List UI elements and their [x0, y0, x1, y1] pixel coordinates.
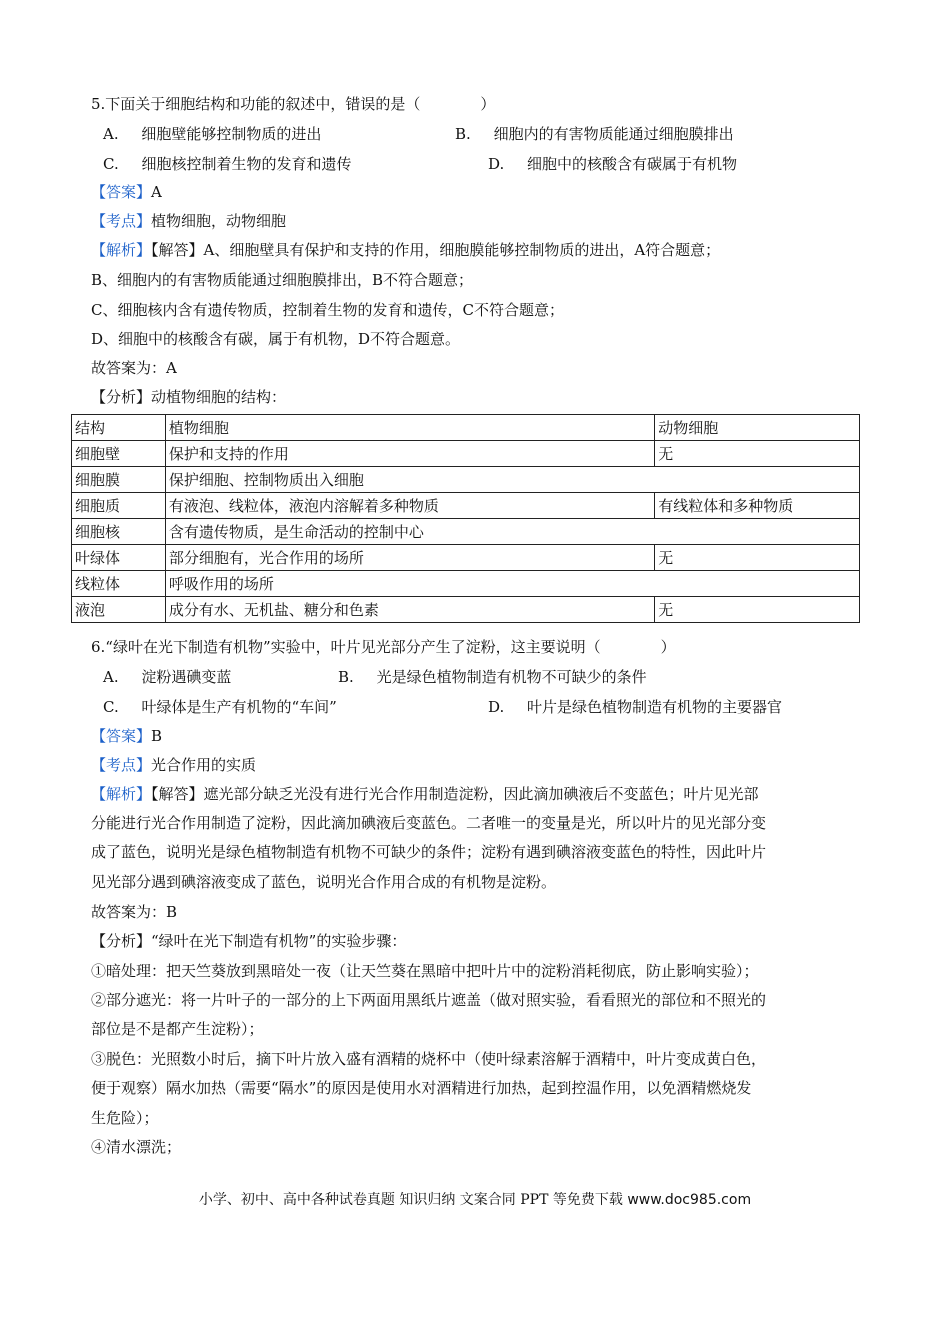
q5-option-b	[455, 124, 734, 144]
q6-fenxi-line-7: 生危险）；	[91, 1109, 159, 1127]
table-cell: 细胞核	[72, 519, 166, 545]
analysis-tag: 【解析】	[91, 241, 152, 259]
answer-value: A	[151, 183, 162, 201]
table-cell: 保护和支持的作用	[165, 441, 654, 467]
option-text: 细胞内的有害物质能通过细胞膜排出	[493, 125, 734, 143]
option-letter: C.	[103, 155, 119, 173]
q6-option-d	[488, 697, 782, 717]
q5-analysis-line-3: C、细胞核内含有遗传物质，控制着生物的发育和遗传，C不符合题意；	[91, 301, 564, 319]
table-cell: 细胞膜	[72, 467, 166, 493]
q6-fenxi-line-1: 【分析】“绿叶在光下制造有机物”的实验步骤：	[91, 932, 407, 950]
option-text: 光是绿色植物制造有机物不可缺少的条件	[376, 668, 647, 686]
q6-fenxi-line-8: ④清水漂洗；	[91, 1138, 182, 1156]
table-cell: 成分有水、无机盐、糖分和色素	[165, 597, 654, 623]
q6-conclusion: 故答案为：B	[91, 903, 178, 921]
q6-analysis-line-4: 见光部分遇到碘溶液变成了蓝色，说明光合作用合成的有机物是淀粉。	[91, 873, 557, 891]
q5-option-d	[488, 154, 737, 174]
table-row	[72, 441, 860, 467]
answer-tag: 【答案】	[91, 183, 152, 201]
table-cell: 有线粒体和多种物质	[655, 493, 860, 519]
analysis-text: 【解答】A、细胞壁具有保护和支持的作用，细胞膜能够控制物质的进出，A符合题意；	[151, 241, 721, 259]
analysis-tag: 【解析】	[91, 785, 152, 803]
table-cell: 部分细胞有，光合作用的场所	[165, 545, 654, 571]
option-text: 叶片是绿色植物制造有机物的主要器官	[527, 698, 783, 716]
q5-analysis-line-2: B、细胞内的有害物质能通过细胞膜排出，B不符合题意；	[91, 271, 474, 289]
answer-tag: 【答案】	[91, 727, 152, 745]
q6-fenxi-line-3: ②部分遮光：将一片叶子的一部分的上下两面用黑纸片遮盖（做对照实验，看看照光的部位和不照光的	[91, 991, 767, 1009]
option-text: 细胞核控制着生物的发育和遗传	[141, 155, 352, 173]
page-footer	[0, 1190, 950, 1210]
q5-option-a	[103, 124, 321, 144]
option-text: 细胞壁能够控制物质的进出	[141, 125, 322, 143]
q5-stem: 5.下面关于细胞结构和功能的叙述中，错误的是（ ）	[91, 95, 496, 113]
table-row	[72, 467, 860, 493]
table-cell: 线粒体	[72, 571, 166, 597]
q6-point	[91, 755, 256, 775]
option-text: 叶绿体是生产有机物的“车间”	[141, 698, 337, 716]
table-cell: 保护细胞、控制物质出入细胞	[165, 467, 859, 493]
footer-site-link[interactable]: www.doc985.com	[627, 1192, 752, 1208]
option-letter: D.	[488, 698, 505, 716]
analysis-text: 【解答】遮光部分缺乏光没有进行光合作用制造淀粉，因此滴加碘液后不变蓝色；叶片见光部	[151, 785, 759, 803]
q5-fenxi: 【分析】动植物细胞的结构：	[91, 388, 287, 406]
q6-fenxi-line-4: 部位是不是都产生淀粉）；	[91, 1020, 264, 1038]
q5-answer	[91, 182, 162, 202]
table-header-cell: 植物细胞	[165, 415, 654, 441]
table-row	[72, 571, 860, 597]
answer-value: B	[151, 727, 163, 745]
footer-text: 小学、初中、高中各种试卷真题 知识归纳 文案合同 PPT 等免费下载	[198, 1192, 628, 1208]
q6-answer	[91, 726, 162, 746]
q5-analysis-line-1	[91, 240, 720, 260]
cell-structure-table	[71, 414, 860, 623]
q6-analysis-line-3: 成了蓝色，说明光是绿色植物制造有机物不可缺少的条件；淀粉有遇到碘溶液变蓝色的特性，因此叶片	[91, 843, 767, 861]
table-cell: 含有遗传物质，是生命活动的控制中心	[165, 519, 859, 545]
table-cell: 液泡	[72, 597, 166, 623]
table-row	[72, 519, 860, 545]
point-tag: 【考点】	[91, 212, 152, 230]
option-letter: C.	[103, 698, 119, 716]
point-tag: 【考点】	[91, 756, 152, 774]
table-cell: 细胞壁	[72, 441, 166, 467]
q5-option-c	[103, 154, 352, 174]
q5-conclusion: 故答案为：A	[91, 359, 177, 377]
option-letter: B.	[338, 668, 354, 686]
q6-option-b	[338, 667, 647, 687]
q6-fenxi-line-5: ③脱色：光照数小时后，摘下叶片放入盛有酒精的烧杯中（使叶绿素溶解于酒精中，叶片变成黄白色，	[91, 1050, 767, 1068]
option-text: 淀粉遇碘变蓝	[141, 668, 232, 686]
option-letter: B.	[455, 125, 471, 143]
table-header-cell: 结构	[72, 415, 166, 441]
q6-analysis-line-1	[91, 784, 759, 804]
table-header-row	[72, 415, 860, 441]
table-row	[72, 545, 860, 571]
table-header-cell: 动物细胞	[655, 415, 860, 441]
table-row	[72, 493, 860, 519]
q6-stem: 6.“绿叶在光下制造有机物”实验中，叶片见光部分产生了淀粉，这主要说明（ ）	[91, 638, 676, 656]
option-letter: A.	[103, 668, 119, 686]
option-letter: D.	[488, 155, 505, 173]
table-cell: 细胞质	[72, 493, 166, 519]
q5-point	[91, 211, 286, 231]
q6-fenxi-line-2: ①暗处理：把天竺葵放到黑暗处一夜（让天竺葵在黑暗中把叶片中的淀粉消耗彻底，防止影响实验）；	[91, 962, 759, 980]
table-cell: 有液泡、线粒体，液泡内溶解着多种物质	[165, 493, 654, 519]
table-cell: 无	[655, 545, 860, 571]
q6-fenxi-line-6: 便于观察）隔水加热（需要“隔水”的原因是使用水对酒精进行加热，起到控温作用，以免酒精燃烧发	[91, 1079, 752, 1097]
q5-analysis-line-4: D、细胞中的核酸含有碳，属于有机物，D不符合题意。	[91, 330, 461, 348]
table-cell: 呼吸作用的场所	[165, 571, 859, 597]
q6-option-c	[103, 697, 337, 717]
table-row	[72, 597, 860, 623]
table-cell: 叶绿体	[72, 545, 166, 571]
option-text: 细胞中的核酸含有碳属于有机物	[527, 155, 738, 173]
point-value: 光合作用的实质	[151, 756, 257, 774]
table-cell: 无	[655, 597, 860, 623]
q6-analysis-line-2: 分能进行光合作用制造了淀粉，因此滴加碘液后变蓝色。二者唯一的变量是光，所以叶片的见光部分变	[91, 814, 767, 832]
q6-option-a	[103, 667, 231, 687]
point-value: 植物细胞，动物细胞	[151, 212, 287, 230]
option-letter: A.	[103, 125, 119, 143]
table-cell: 无	[655, 441, 860, 467]
